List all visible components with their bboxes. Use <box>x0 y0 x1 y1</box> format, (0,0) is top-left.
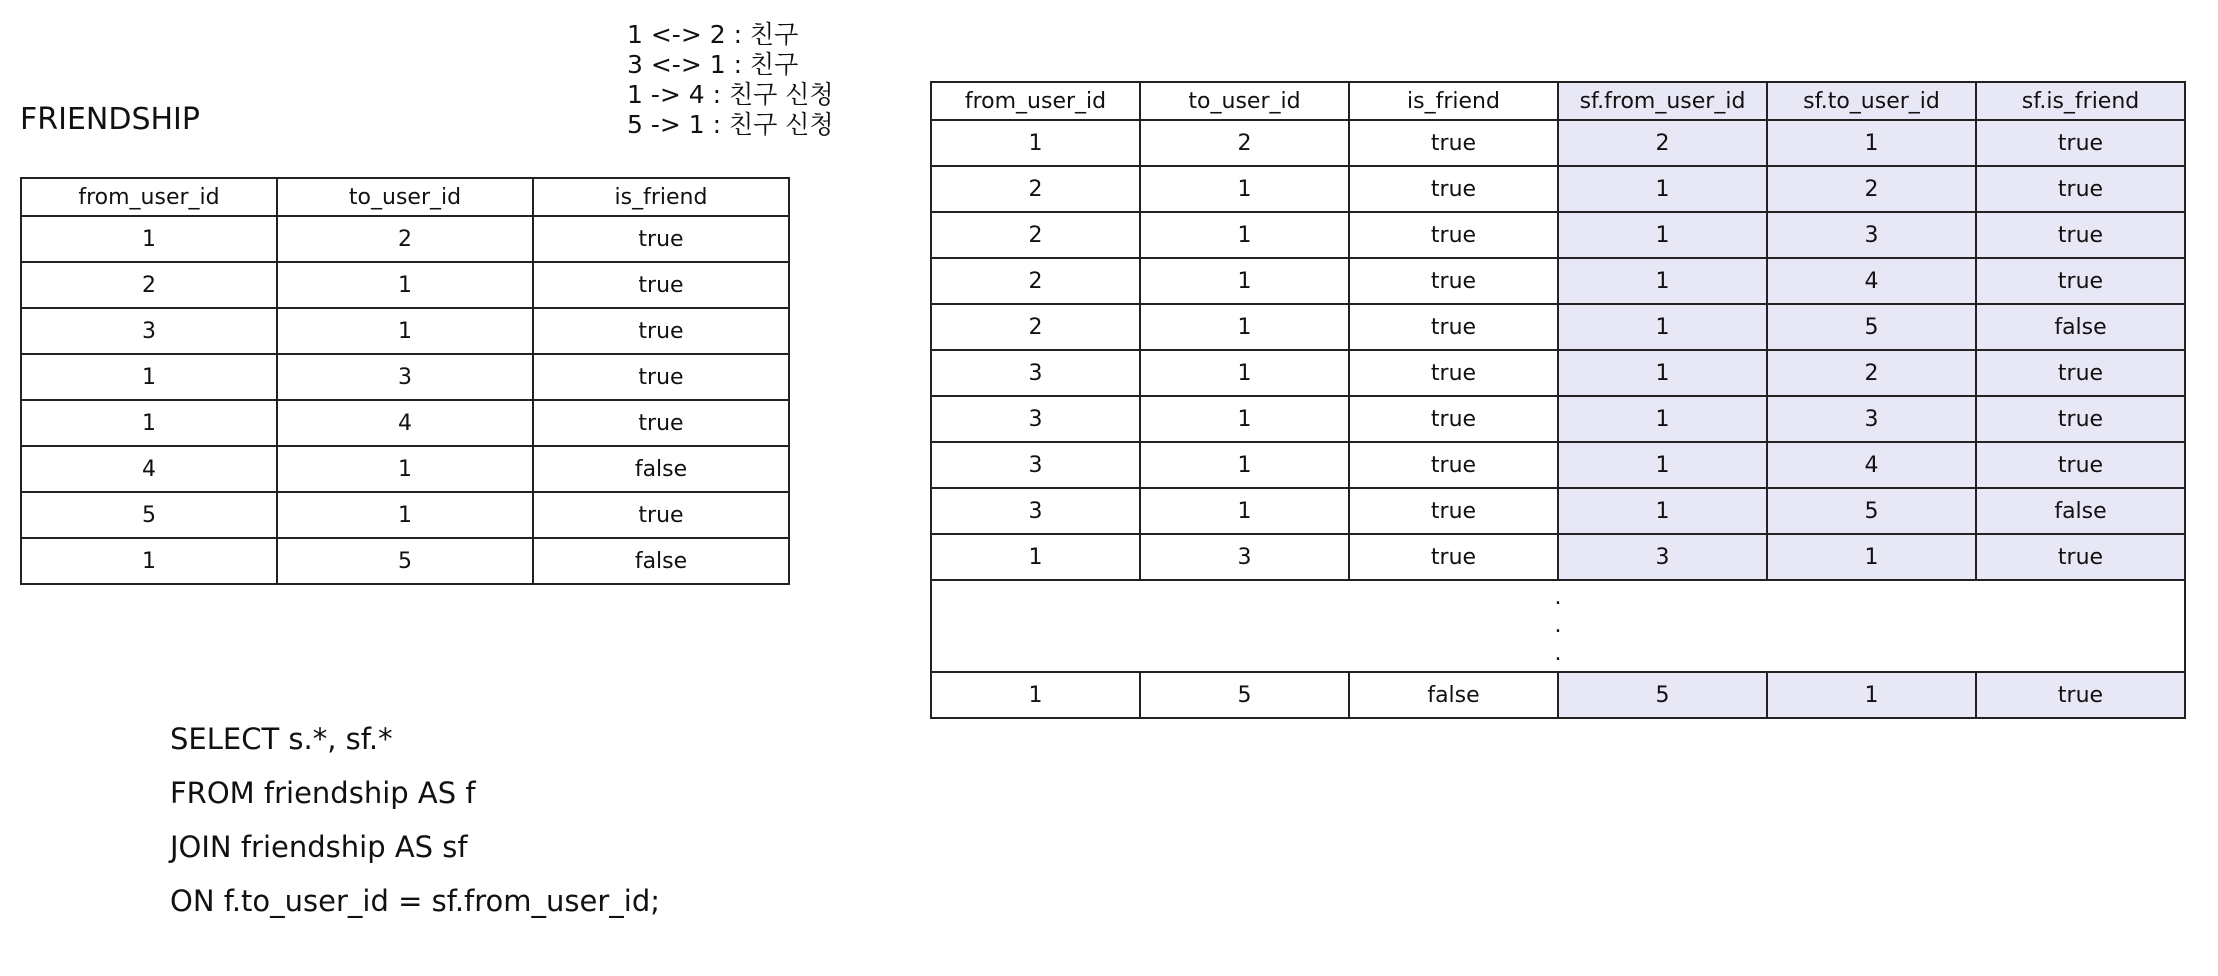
table-cell: 1 <box>1140 166 1349 212</box>
table-cell: 3 <box>1767 212 1976 258</box>
table-cell: 4 <box>1767 442 1976 488</box>
table-row <box>21 262 789 308</box>
table-cell: 1 <box>931 672 1140 718</box>
table-cell: 1 <box>1767 672 1976 718</box>
table-row <box>931 258 2185 304</box>
table-cell: true <box>1349 120 1558 166</box>
column-header: is_friend <box>1349 82 1558 120</box>
table-cell: 1 <box>1767 120 1976 166</box>
table-cell: 2 <box>931 304 1140 350</box>
table-row <box>931 442 2185 488</box>
table-cell: true <box>1349 488 1558 534</box>
relationship-notes <box>627 20 834 140</box>
table-cell: true <box>533 262 789 308</box>
table-cell: false <box>533 538 789 584</box>
friendship-title: FRIENDSHIP <box>20 102 200 137</box>
table-cell: true <box>533 492 789 538</box>
column-header: sf.is_friend <box>1976 82 2185 120</box>
sql-line: FROM friendship AS f <box>170 776 476 810</box>
ellipsis-dot: . <box>1554 585 1562 610</box>
table-cell: true <box>533 308 789 354</box>
table-row <box>931 212 2185 258</box>
table-cell: 1 <box>1558 488 1767 534</box>
join-table-body <box>931 120 2185 718</box>
table-cell: 3 <box>21 308 277 354</box>
table-cell: 1 <box>1140 488 1349 534</box>
table-row <box>931 304 2185 350</box>
table-cell: 1 <box>277 262 533 308</box>
ellipsis-row <box>931 580 2185 672</box>
table-header-row <box>21 178 789 216</box>
table-cell: 3 <box>1140 534 1349 580</box>
table-cell: 1 <box>1558 166 1767 212</box>
table-cell: true <box>1349 166 1558 212</box>
table-cell: 1 <box>277 492 533 538</box>
table-cell: true <box>1976 212 2185 258</box>
table-cell: 1 <box>21 216 277 262</box>
column-header: to_user_id <box>1140 82 1349 120</box>
table-cell: 4 <box>21 446 277 492</box>
column-header: sf.to_user_id <box>1767 82 1976 120</box>
table-cell: 1 <box>1558 350 1767 396</box>
table-cell: true <box>1976 396 2185 442</box>
table-cell: 4 <box>277 400 533 446</box>
table-row <box>931 534 2185 580</box>
table-cell: 1 <box>931 534 1140 580</box>
table-header-row <box>931 82 2185 120</box>
table-cell: 3 <box>931 396 1140 442</box>
table-cell: 1 <box>1558 258 1767 304</box>
table-cell: 5 <box>1767 304 1976 350</box>
table-cell: 3 <box>277 354 533 400</box>
table-row <box>21 446 789 492</box>
table-cell: true <box>1349 304 1558 350</box>
table-cell: false <box>533 446 789 492</box>
table-row <box>21 308 789 354</box>
sql-line: JOIN friendship AS sf <box>170 830 468 864</box>
table-cell: true <box>1976 672 2185 718</box>
table-cell: true <box>1349 350 1558 396</box>
table-cell: true <box>1349 212 1558 258</box>
table-cell: 1 <box>1558 304 1767 350</box>
table-cell: false <box>1976 488 2185 534</box>
table-cell: 1 <box>1140 304 1349 350</box>
ellipsis-dot: . <box>1554 641 1562 666</box>
table-cell: true <box>1976 534 2185 580</box>
table-cell: 1 <box>1767 534 1976 580</box>
table-cell: true <box>533 216 789 262</box>
table-cell: 2 <box>931 166 1140 212</box>
table-cell: 5 <box>21 492 277 538</box>
table-cell: 1 <box>277 308 533 354</box>
table-cell: 1 <box>1140 212 1349 258</box>
table-cell: true <box>533 400 789 446</box>
table-cell: true <box>1976 350 2185 396</box>
column-header: is_friend <box>533 178 789 216</box>
friendship-table <box>20 177 790 585</box>
table-cell: 2 <box>1767 166 1976 212</box>
table-cell: 4 <box>1767 258 1976 304</box>
table-cell: true <box>1349 396 1558 442</box>
table-cell: 1 <box>21 400 277 446</box>
sql-query <box>170 712 660 928</box>
table-cell: 5 <box>1140 672 1349 718</box>
friendship-table-body <box>21 216 789 584</box>
table-cell: true <box>533 354 789 400</box>
table-row <box>21 538 789 584</box>
table-cell: true <box>1349 258 1558 304</box>
note-line: 1 <-> 2 : 친구 <box>627 20 799 49</box>
sql-line: ON f.to_user_id = sf.from_user_id; <box>170 884 661 918</box>
column-header: sf.from_user_id <box>1558 82 1767 120</box>
column-header: from_user_id <box>21 178 277 216</box>
table-cell: 1 <box>1140 350 1349 396</box>
table-cell: 2 <box>1767 350 1976 396</box>
table-row <box>21 354 789 400</box>
table-cell: 1 <box>1558 212 1767 258</box>
table-cell: false <box>1976 304 2185 350</box>
table-row <box>21 492 789 538</box>
table-cell: 1 <box>1558 442 1767 488</box>
table-cell: 1 <box>21 538 277 584</box>
table-cell: true <box>1976 120 2185 166</box>
table-cell: 1 <box>1558 396 1767 442</box>
column-header: from_user_id <box>931 82 1140 120</box>
note-line: 1 -> 4 : 친구 신청 <box>627 80 834 109</box>
table-cell: true <box>1349 442 1558 488</box>
table-cell: true <box>1976 442 2185 488</box>
table-cell: true <box>1976 258 2185 304</box>
table-cell: 2 <box>931 212 1140 258</box>
table-cell: true <box>1349 534 1558 580</box>
table-cell: 1 <box>21 354 277 400</box>
table-cell: 3 <box>931 350 1140 396</box>
table-cell: 3 <box>1767 396 1976 442</box>
note-line: 3 <-> 1 : 친구 <box>627 50 799 79</box>
table-cell: 3 <box>1558 534 1767 580</box>
sql-line: SELECT s.*, sf.* <box>170 722 393 756</box>
table-cell: 5 <box>277 538 533 584</box>
ellipsis-cell <box>931 580 2185 672</box>
table-cell: 5 <box>1558 672 1767 718</box>
note-line: 5 -> 1 : 친구 신청 <box>627 110 834 139</box>
table-cell: 3 <box>931 442 1140 488</box>
table-row <box>931 166 2185 212</box>
table-cell: 2 <box>1558 120 1767 166</box>
table-row <box>21 400 789 446</box>
vertical-ellipsis <box>932 581 2184 671</box>
table-cell: 2 <box>277 216 533 262</box>
table-cell: 3 <box>931 488 1140 534</box>
table-row <box>931 672 2185 718</box>
table-row <box>21 216 789 262</box>
table-cell: 5 <box>1767 488 1976 534</box>
table-cell: 1 <box>1140 442 1349 488</box>
table-cell: true <box>1976 166 2185 212</box>
table-row <box>931 488 2185 534</box>
ellipsis-dot: . <box>1554 613 1562 638</box>
table-cell: 1 <box>931 120 1140 166</box>
join-result-table <box>930 81 2186 719</box>
column-header: to_user_id <box>277 178 533 216</box>
table-cell: 2 <box>1140 120 1349 166</box>
table-cell: 2 <box>931 258 1140 304</box>
table-row <box>931 396 2185 442</box>
table-cell: 1 <box>277 446 533 492</box>
table-cell: 1 <box>1140 396 1349 442</box>
table-cell: 2 <box>21 262 277 308</box>
table-row <box>931 120 2185 166</box>
table-cell: 1 <box>1140 258 1349 304</box>
table-row <box>931 350 2185 396</box>
table-cell: false <box>1349 672 1558 718</box>
